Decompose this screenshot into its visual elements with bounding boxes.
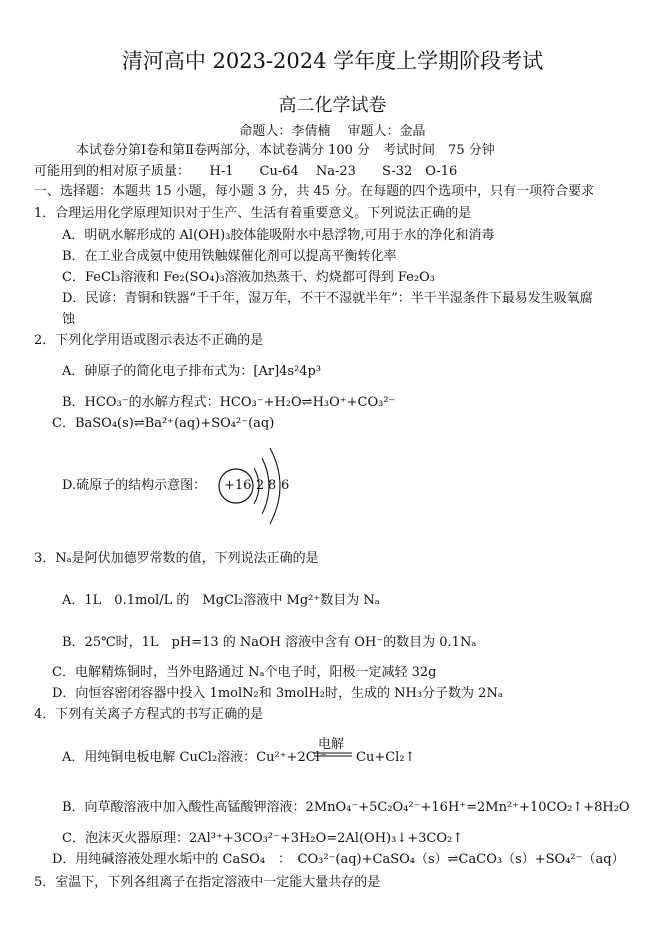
q4-option-a-suffix: Cu+Cl₂↑ bbox=[356, 750, 416, 765]
q1-option-b: B．在工业合成氨中使用铁触媒催化剂可以提高平衡转化率 bbox=[62, 249, 397, 264]
intro-line: 本试卷分第Ⅰ卷和第Ⅱ卷两部分，本试卷满分 100 分 考试时间 75 分钟 bbox=[76, 143, 495, 158]
nucleus-charge: +16 bbox=[224, 478, 252, 493]
q4-option-c: C．泡沫灭火器原理：2Al³⁺+3CO₃²⁻+3H₂O=2Al(OH)₃↓+3CO₂↑ bbox=[62, 831, 464, 846]
q4-stem: 4．下列有关离子方程式的书写正确的是 bbox=[34, 707, 264, 722]
q3-option-c: C．电解精炼铜时，当外电路通过 Nₐ个电子时，阳极一定减轻 32g bbox=[52, 665, 437, 680]
section-heading: 一、选择题：本题共 15 小题，每小题 3 分，共 45 分。在每题的四个选项中，只有一项符合要求 bbox=[34, 184, 595, 199]
double-arrow-line bbox=[314, 752, 352, 758]
q4-option-a-prefix: A．用纯铜电板电解 CuCl₂溶液：Cu²⁺+2Cl⁻ bbox=[62, 750, 327, 765]
q2-stem: 2．下列化学用语或图示表达不正确的是 bbox=[34, 333, 264, 348]
q2-option-a: A．砷原子的简化电子排布式为：[Ar]4s²4p³ bbox=[62, 364, 322, 379]
exam-title: 清河高中 2023-2024 学年度上学期阶段考试 bbox=[121, 49, 544, 73]
q3-option-b: B．25℃时，1L pH=13 的 NaOH 溶液中含有 OH⁻的数目为 0.1Nₐ bbox=[62, 635, 477, 650]
q1-option-a: A．明矾水解形成的 Al(OH)₃胶体能吸附水中悬浮物,可用于水的净化和消毒 bbox=[62, 228, 495, 243]
q4-electrolysis-condition: 电解 bbox=[318, 737, 345, 752]
atomic-masses-line: 可能用到的相对原子质量： H-1 Cu-64 Na-23 S-32 O-16 bbox=[34, 164, 458, 179]
q3-stem: 3．Nₐ是阿伏加德罗常数的值，下列说法正确的是 bbox=[34, 551, 319, 566]
authors-line: 命题人：李倩楠 审题人：金晶 bbox=[239, 124, 426, 139]
q2-option-c: C．BaSO₄(s)⇌Ba²⁺(aq)+SO₄²⁻(aq) bbox=[52, 416, 275, 431]
q3-option-d: D．向恒容密闭容器中投入 1molN₂和 3molH₂时，生成的 NH₃分子数为 2Nₐ bbox=[52, 686, 503, 701]
q3-option-a: A．1L 0.1mol/L 的 MgCl₂溶液中 Mg²⁺数目为 Nₐ bbox=[62, 593, 380, 608]
q1-option-d-line2: 蚀 bbox=[62, 312, 76, 327]
shell-3-count: 6 bbox=[281, 478, 290, 493]
q2-option-d-label: D.硫原子的结构示意图： bbox=[62, 478, 207, 493]
shell-2-count: 8 bbox=[268, 478, 277, 493]
shell-1-count: 2 bbox=[256, 478, 265, 493]
q4-option-d: D．用纯碱溶液处理水垢中的 CaSO₄ ： CO₃²⁻(aq)+CaSO₄（s）⇌CaCO₃（s）+SO₄²⁻（aq） bbox=[52, 852, 625, 867]
q1-option-d-line1: D．民谚：青铜和铁器“千千年，湿万年，不干不湿就半年”：半干半湿条件下最易发生吸氧腐 bbox=[62, 291, 593, 306]
q1-stem: 1．合理运用化学原理知识对于生产、生活有着重要意义。下列说法正确的是 bbox=[34, 206, 472, 221]
q1-option-c: C．FeCl₃溶液和 Fe₂(SO₄)₃溶液加热蒸干、灼烧都可得到 Fe₂O₃ bbox=[62, 270, 435, 285]
q5-stem: 5．室温下，下列各组离子在指定溶液中一定能大量共存的是 bbox=[34, 875, 381, 890]
exam-subtitle: 高二化学试卷 bbox=[278, 95, 387, 116]
q2-option-b: B．HCO₃⁻的水解方程式：HCO₃⁻+H₂O⇌H₃O⁺+CO₃²⁻ bbox=[62, 395, 396, 410]
q4-option-b: B．向草酸溶液中加入酸性高锰酸钾溶液：2MnO₄⁻+5C₂O₄²⁻+16H⁺=2Mn²⁺+10CO₂↑+8H₂O bbox=[62, 800, 630, 815]
